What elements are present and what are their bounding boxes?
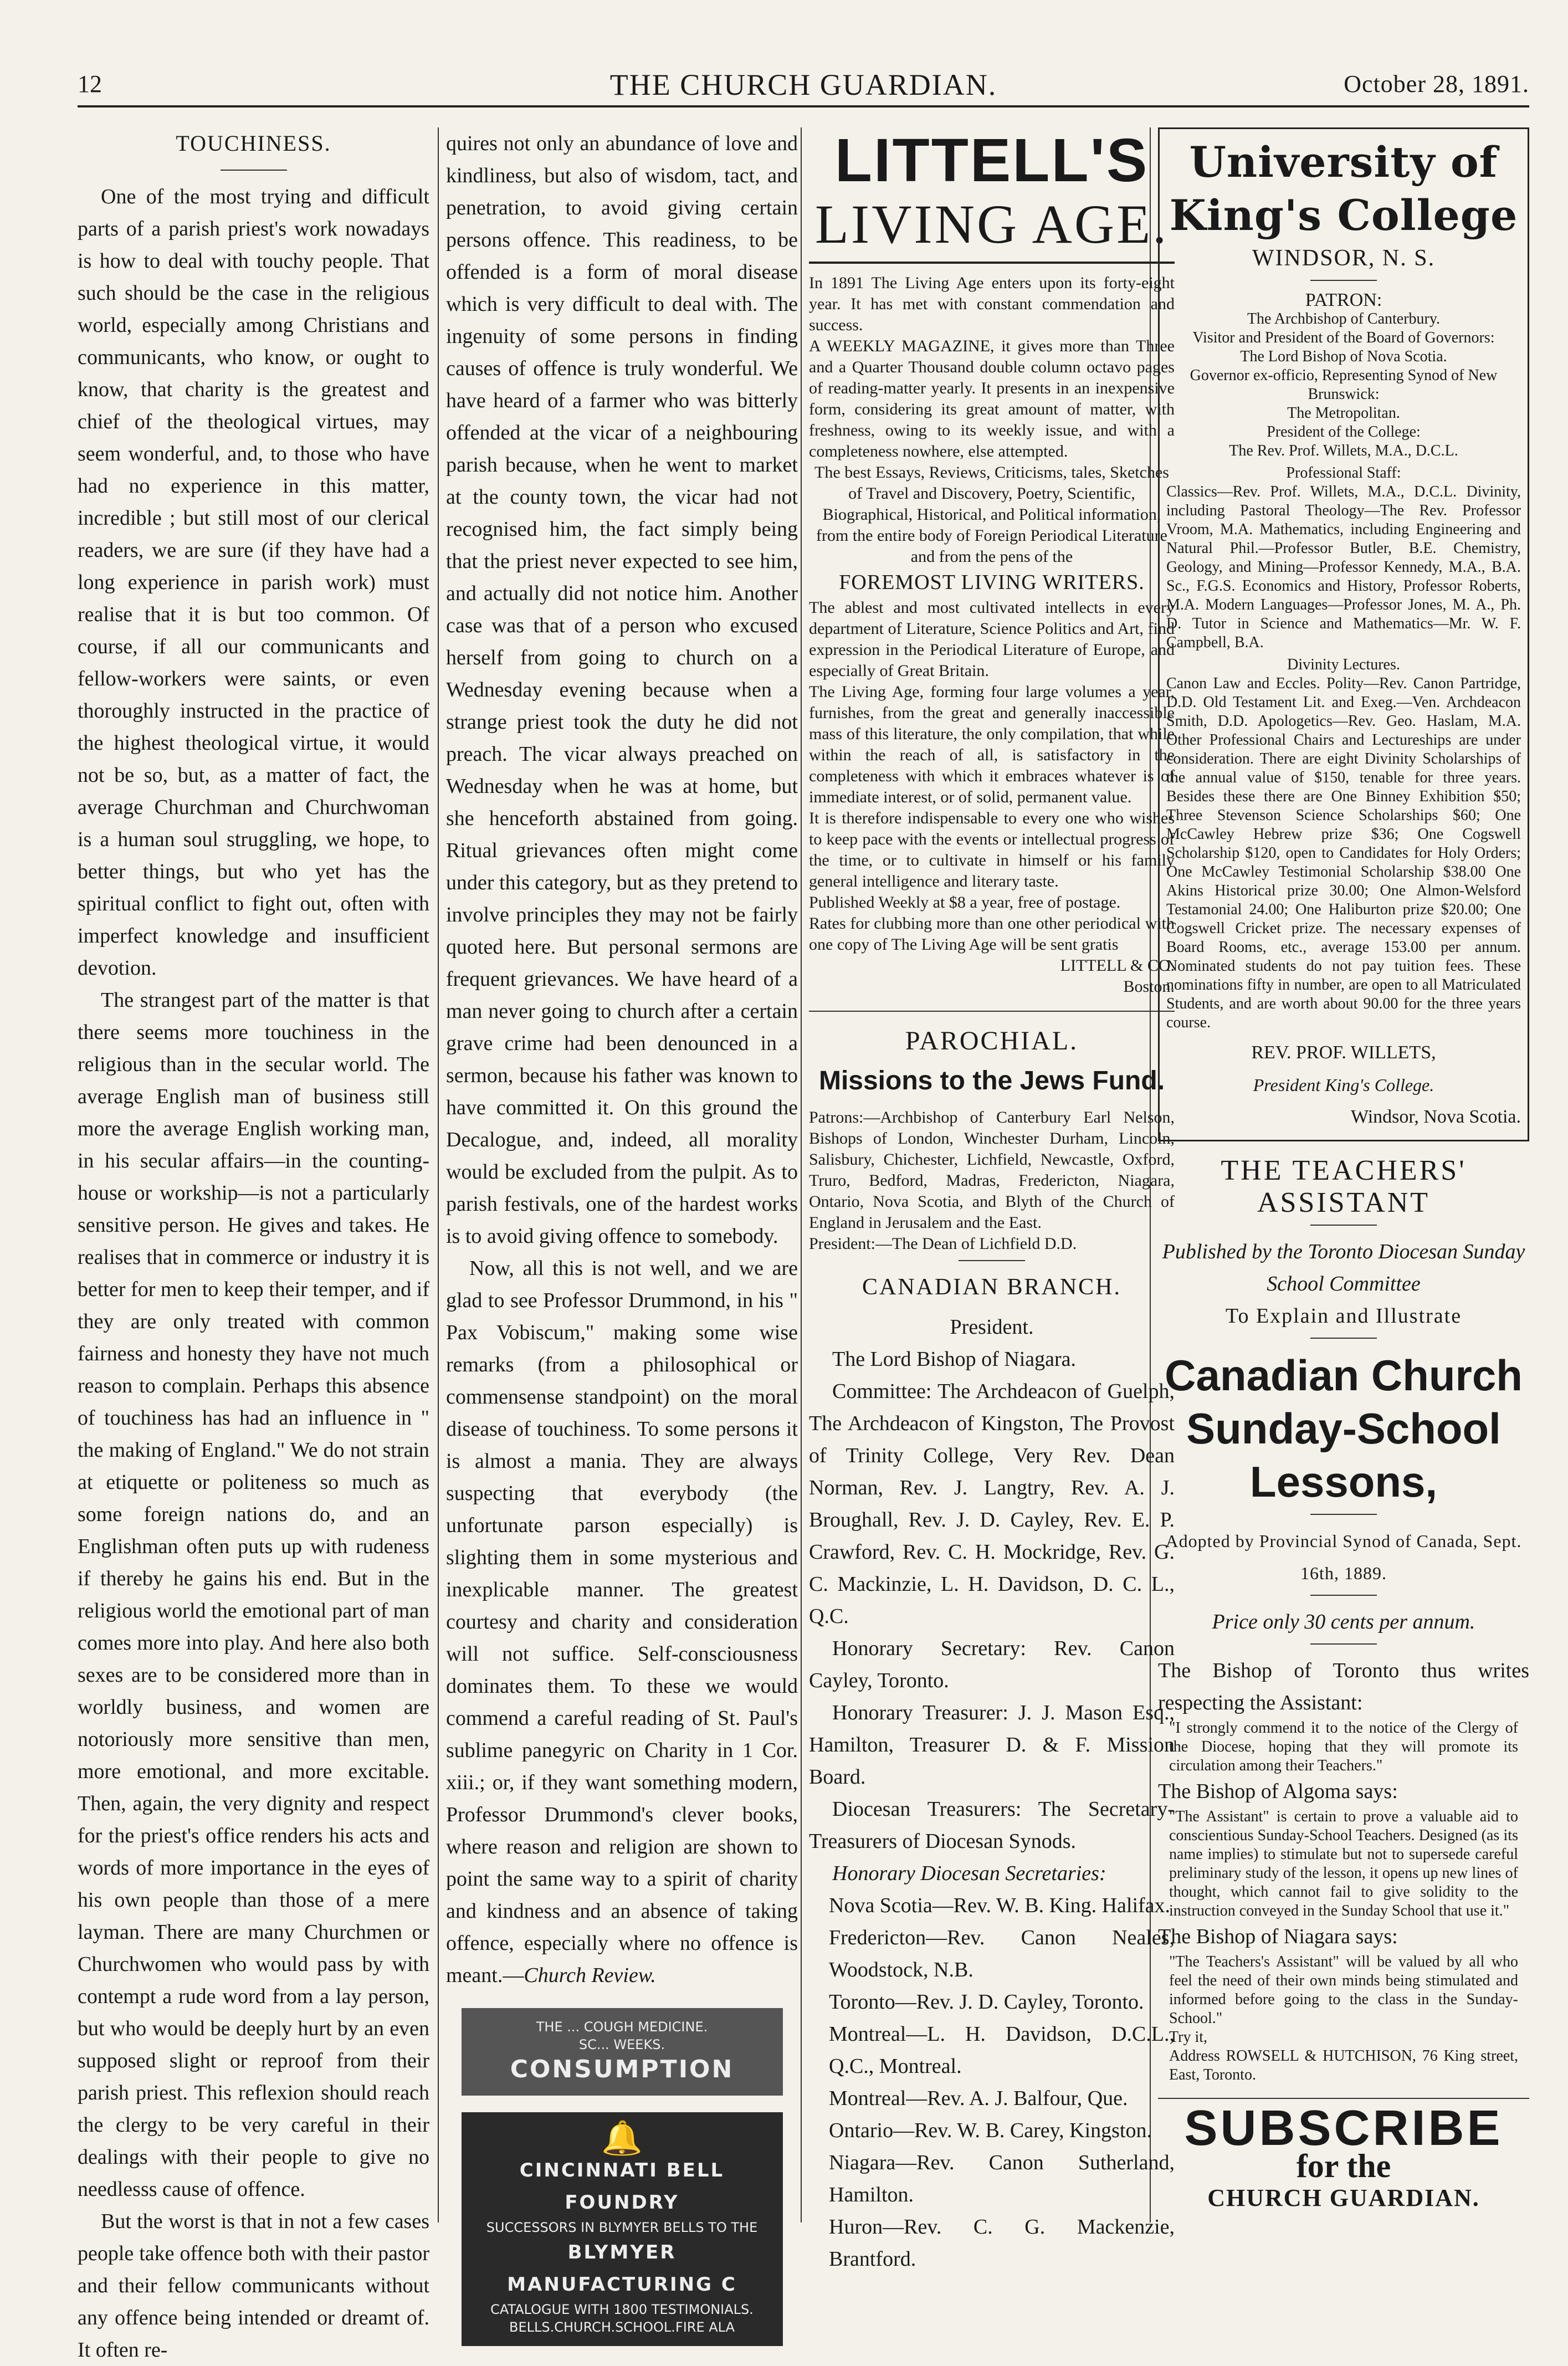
article-paragraph: quires not only an abundance of love and kindliness, but also of wisdom, tact, and penetration, to avoid giving certain persons offence. This readiness, to be offended is a form of moral disease which is very difficult to deal with. The ingenuity of some persons in finding causes of offence is truly wonderful. We have heard of a farmer who was bitterly offended at the vicar of a neighbouring parish because, when he went to market at the county town, the vicar had not recognised him, the fact simply being that the priest never expected to see him, and actually did not notice him. Another case was that of a person who excused herself from going to church on a Wednesday evening because when a strange priest took the duty he did not preach. The vicar always preached on Wednesday when he was at home, but she henceforth abstained from going. Ritual grievances often might come under this category, but as they pretend to involve principles they may not be fairly quoted here. But personal sermons are frequent grievances. We have heard of a man never going to church after a certain grave crime had been denounced in a sermon, because his father was known to have committed it. On this ground the Decalogue, and, indeed, all morality would be excluded from the pulpit. As to parish festivals, one of the hardest works is to avoid giving offence to somebody. (446, 132, 798, 1248)
newspaper-title: THE CHURCH GUARDIAN. (609, 68, 997, 101)
section-rule (1310, 1595, 1377, 1596)
advert-signature: Boston. (1123, 977, 1175, 996)
advert-signature: LITTELL & CO. (1060, 956, 1175, 975)
testimonials (1158, 1655, 1529, 2085)
advert-paragraph: The best Essays, Reviews, Criticisms, tales, Sketches of Travel and Discovery, Poetry, Scientific, Biographical, Historical, and Political information, from the entire body of Foreign Periodical Literature and from the pens of the (814, 463, 1169, 566)
lessons-title: Canadian Church Sunday-School Lessons, (1165, 1351, 1523, 1506)
section-rule (1310, 1643, 1377, 1645)
missions-heading: Missions to the Jews Fund. (818, 1066, 1165, 1095)
testimonial-quote: "The Teachers's Assistant" will be valued by all who feel the need of their own minds being stimulated and informed before going to the class in the Sunday-School." (1169, 1953, 1518, 2027)
section-rule (1310, 1225, 1377, 1226)
signature-place: Windsor, Nova Scotia. (1351, 1107, 1521, 1127)
cough-medicine-advert (462, 2008, 783, 2096)
testimonial-quote: "I strongly commend it to the notice of the Clergy of the Diocese, hoping that they will promote its circulation among their Teachers." (1169, 1719, 1518, 1774)
list-item: Niagara—Rev. Canon Sutherland, Hamilton. (829, 2151, 1175, 2206)
list-item: Ontario—Rev. W. B. Carey, Kingston. (829, 2119, 1152, 2142)
list-item: The Lord Bishop of Niagara. (832, 1348, 1077, 1371)
president-label: President. (950, 1315, 1034, 1339)
section-rule (959, 1260, 1025, 1261)
kings-college-advert (1158, 127, 1529, 1141)
list-heading: Honorary Diocesan Secretaries: (832, 1862, 1106, 1885)
kings-college-title: University of King's College (1169, 137, 1518, 240)
bell-icon: 🔔 (601, 2119, 643, 2158)
advert-paragraph: The ablest and most cultivated intellects in every department of Literature, Science Politics and Art, find expression in the Periodical Literature of Europe, and especially of Great Britain. (809, 598, 1175, 680)
adopted-line: Adopted by Provincial Synod of Canada, Sept. 16th, 1889. (1165, 1531, 1522, 1583)
list-item: Committee: The Archdeacon of Guelph, The Archdeacon of Kingston, The Provost of Trinity College, Very Rev. Dean Norman, Rev. J. Langtry, Rev. A. J. Broughall, Rev. J. D. Cayley, Rev. E. P. Crawford, Rev. C. H. Mockridge, Rev. G. C. Mackinzie, L. H. Davidson, D. C. L., Q.C. (809, 1380, 1175, 1628)
article-paragraph: The strangest part of the matter is that there seems more touchiness in the religious than in the secular world. The average English man of business still more the average English working man, in his secular affairs—in the counting-house or workship—is not a particularly sensitive person. He gives and takes. He realises that in commerce or industry it is better for men to keep their temper, and if they are only treated with common fairness and honesty they have not much reason to complain. Perhaps this absence of touchiness has had an influence in " the making of England." We do not strain at etiquette or politeness so much as some foreign nations do, and an Englishman often puts up with rudeness if thereby he gains his end. But in the religious world the emotional part of man comes more into play. And here also both sexes are to be considered more than in worldly business, and women are notoriously more sensitive than men, more emotional, and more excitable. Then, again, the very dignity and respect for the priest's office renders his acts and words of more importance in the eyes of his own people than those of a mere layman. There are many Churchmen or Churchwomen who would pass by with contempt a rude word from a lay person, but who would be deeply hurt by an even supposed slight or reproof from their parish priest. This reflexion should reach the clergy to be very careful in their dealings with their people to give no needlesss cause of offence. (78, 989, 429, 2201)
article-paragraph (446, 1252, 798, 1991)
list-item: Nova Scotia—Rev. W. B. King. Halifax. (829, 1894, 1171, 1917)
article-paragraph: But the worst is that in not a few cases people take offence both with their pastor and their fellow communicants without any offence being intended or dreamt of. It often re- (78, 2210, 429, 2362)
advert-paragraph: Published Weekly at $8 a year, free of postage. (809, 893, 1121, 911)
signature-name: REV. PROF. WILLETS, (1251, 1042, 1436, 1063)
title-rule (221, 170, 287, 171)
patrons-paragraph: Patrons:—Archbishop of Canterbury Earl Nelson, Bishops of London, Winchester Durham, Lincoln, Salisbury, Chichester, Lichfield, Newcastle, Oxford, Truro, Bedford, Madras, Fredericton, Niagara, Ontario, Nova Scotia, and Blyth of the Church of England in Jerusalem and the East. (809, 1108, 1175, 1232)
canadian-branch-heading: CANADIAN BRANCH. (862, 1274, 1122, 1300)
college-officers (1166, 291, 1521, 483)
advert-paragraph: Rates for clubbing more than one other periodical with one copy of The Living Age will be sent gratis (809, 914, 1175, 954)
column-littell-and-parochial (809, 126, 1175, 2271)
list-item: Montreal—L. H. Davidson, D.C.L., Q.C., Montreal. (829, 2022, 1175, 2078)
living-age-title: LIVING AGE. (809, 194, 1175, 264)
advert-line: CATALOGUE WITH 1800 TESTIMONIALS. (490, 2302, 754, 2317)
testimonial-intro: The Bishop of Niagara says: (1158, 1925, 1398, 1948)
testimonial-intro: The Bishop of Algoma says: (1158, 1780, 1398, 1803)
list-item (809, 1857, 1175, 1889)
advert-paragraph: A WEEKLY MAGAZINE, it gives more than Three and a Quarter Thousand double column octavo pages of reading-matter yearly. It presents in an inexpensive form, considering its great amount of matter, with freshness, owing to its weekly issue, and with a completeness nowhere, else attempted. (809, 337, 1175, 460)
officer-name: The Metropolitan. (1287, 404, 1400, 422)
paragraph-text: Now, all this is not well, and we are glad to see Professor Drummond, in his " Pax Vobiscum," making some wise remarks (from a philosophical or commensense standpoint) on the moral disease of touchiness. To some persons it is almost a mania. They are always suspecting that everybody (the unfortunate parson especially) is slighting them in some mysterious and inexplicable manner. The greatest courtesy and charity and consideration will not suffice. Self-consciousness dominates them. To these we would commend a careful reading of St. Paul's sublime panegyric on Charity in 1 Cor. xiii.; or, if they want something modern, Professor Drummond's clever books, where reason and religion are shown to point the same way to a spirit of charity and kindness and an absence of taking offence, especially where no offence is meant.— (446, 1257, 798, 1987)
advert-line: CINCINNATI BELL FOUNDRY (519, 2159, 725, 2214)
advert-line: BLYMYER MANUFACTURING C (507, 2241, 737, 2296)
littell-title: LITTELL'S (834, 126, 1149, 194)
advert-line: THE ... COUGH MEDICINE. (536, 2019, 708, 2035)
advert-line: CONSUMPTION (510, 2055, 734, 2083)
officer-heading: Professional Staff: (1286, 464, 1401, 482)
column-divider (801, 127, 802, 2222)
officer-heading: Visitor and President of the Board of Governors: (1192, 329, 1495, 346)
list-item: Honorary Secretary: Rev. Canon Cayley, Toronto. (809, 1637, 1175, 1692)
list-item: Toronto—Rev. J. D. Cayley, Toronto. (829, 1990, 1144, 2014)
for-the: for the (1296, 2148, 1391, 2184)
officer-heading: President of the College: (1267, 423, 1421, 441)
article-title: TOUCHINESS. (176, 131, 331, 156)
officer-heading: Governor ex-officio, Representing Synod of New Brunswick: (1190, 367, 1498, 403)
advert-paragraph: The Living Age, forming four large volumes a year, furnishes, from the great and generally inaccessible mass of this literature, the only compilation, that while within the reach of all, is satisfactory in the completeness with which it embraces whatever is of immediate interest, or of solid, permanent value. (809, 683, 1175, 806)
testimonial-intro: The Bishop of Toronto thus writes respecting the Assistant: (1158, 1659, 1529, 1714)
advert-line: BELLS.CHURCH.SCHOOL.FIRE ALA (509, 2319, 735, 2335)
church-guardian-name: CHURCH GUARDIAN. (1207, 2184, 1480, 2211)
bell-foundry-advert (462, 2112, 783, 2346)
column-touchiness (78, 127, 429, 2362)
teachers-assistant-heading: THE TEACHERS' ASSISTANT (1221, 1155, 1467, 1218)
foremost-writers-heading: FOREMOST LIVING WRITERS. (839, 571, 1145, 594)
advert-paragraph: It is therefore indispensable to every one who wishes to keep pace with the events or intellectual progress of the time, or to cultivate in himself or his family general intelligence and literary taste. (809, 809, 1175, 890)
advert-line: SC... WEEKS. (578, 2037, 665, 2052)
testimonial-quote: "The Assistant" is certain to prove a valuable aid to conscientious Sunday-School Teachers. Designed (as its name implies) to stimulate but not to supersede careful preliminary study of the lesson, it opens up new lines of thought, which cannot fail to give solidity to the instruction conveyed in the Sunday School that use it." (1169, 1808, 1518, 1919)
divinity-lectures: Canon Law and Eccles. Polity—Rev. Canon Partridge, D.D. Old Testament Lit. and Exeg.—Ven. Archdeacon Smith, D.D. Apologetics—Rev. Geo. Haslam, M.A. Other Professional Chairs and Lectureships are under consideration. There are eight Divinity Scholarships of the annual value of $150, tenable for three years. Besides these there are One Binney Exhibition $50; Three Stevenson Science Scholarships $60; One McCawley Hebrew prize $36; One Cogswell Scholarship $120, open to Candidates for Holy Orders; One McCawley Testimonial Scholarship $38.00 One Akins Historical prize 30.00; One Almon-Welsford Testamonial 24.00; One Haliburton prize $20.00; One Cogswell Cricket prize. The necessary expenses of Board Rooms, etc., average 153.00 per annum. Nominated students do not pay tuition fees. These nominations fifty in number, are open to all Matriculated Students, and are worth about 90.00 for the three years course. (1166, 675, 1521, 1031)
canadian-branch-list (809, 1343, 1175, 1889)
missions-patrons (809, 1107, 1175, 1254)
column-kings-college (1158, 127, 1529, 2222)
parochial-heading: PAROCHIAL. (905, 1026, 1079, 1056)
president-paragraph: President:—The Dean of Lichfield D.D. (809, 1235, 1077, 1253)
subscribe-word: SUBSCRIBE (1184, 2101, 1503, 2156)
publisher-address: Address ROWSELL & HUTCHISON, 76 King street, East, Toronto. (1169, 2047, 1518, 2083)
officer-name: The Rev. Prof. Willets, M.A., D.C.L. (1229, 442, 1458, 459)
section-rule (1310, 1514, 1377, 1515)
officer-name: The Archbishop of Canterbury. (1247, 310, 1441, 327)
littell-advert (809, 273, 1175, 997)
college-location: WINDSOR, N. S. (1252, 245, 1436, 271)
professional-staff: Classics—Rev. Prof. Willets, M.A., D.C.L. Divinity, including Pastoral Theology—The Rev. Professor Vroom, M.A. Mathematics, including Engineering and Natural Phil.—Professor Butler, B.E. Chemistry, Geology, and Mining—Professor Kennedy, M.A., B.A. Sc., F.G.S. Economics and History, Professor Roberts, M.A. Modern Languages—Professor Jones, M. A., Ph. D. Tutor in Science and Mathematics—Mr. W. F. Campbell, B.A. (1166, 483, 1521, 651)
issue-date: October 28, 1891. (1344, 70, 1529, 98)
publisher-line: Published by the Toronto Diocesan Sunday School Committee (1162, 1240, 1525, 1295)
article-paragraph: One of the most trying and difficult parts of a parish priest's work nowadays is how to deal with touchy people. That such should be the case in the religious world, especially among Christians and communicants, who know, or ought to know, that charity is the greatest and chief of the theological virtues, may seem wonderful, and, to those who have had no experience in this matter, incredible ; but still most of our clerical readers, we are sure (if they have had a long experience in parish work) must realise that it is but too common. Of course, if all our communicants and fellow-workers were saints, or even thoroughly instructed in the practice of the highest theological virtue, it would not be so, but, as a matter of fact, the average Churchman and Churchwoman is a human soul struggling, we hope, to better things, but who yet has the spiritual conflict to fight out, often with imperfect knowledge and insufficient devotion. (78, 185, 429, 980)
officer-heading: PATRON: (1305, 290, 1382, 310)
section-rule (1310, 280, 1377, 281)
divinity-heading: Divinity Lectures. (1287, 656, 1400, 673)
price-line: Price only 30 cents per annum. (1212, 1610, 1475, 1633)
try-it: Try it, (1169, 2029, 1208, 2046)
list-item: Montreal—Rev. A. J. Balfour, Que. (829, 2087, 1128, 2110)
list-item: Fredericton—Rev. Canon Neales, Woodstock, N.B. (829, 1926, 1175, 1981)
subscribe-banner (1158, 2101, 1529, 2184)
signature-title: President King's College. (1253, 1075, 1434, 1095)
officer-name: The Lord Bishop of Nova Scotia. (1240, 348, 1447, 365)
list-item: Honorary Treasurer: J. J. Mason Esq., Hamilton, Treasurer D. & F. Mission Board. (809, 1701, 1175, 1789)
list-item: Huron—Rev. C. G. Mackenzie, Brantford. (829, 2215, 1175, 2271)
subtitle-line: To Explain and Illustrate (1225, 1304, 1462, 1328)
advert-line: SUCCESSORS IN BLYMYER BELLS TO THE (486, 2220, 758, 2235)
section-rule (1158, 2098, 1529, 2099)
advert-paragraph: In 1891 The Living Age enters upon its forty-eight year. It has met with constant commendation and success. (809, 274, 1175, 334)
page-number: 12 (78, 70, 102, 98)
page-header (78, 39, 1529, 107)
column-divider (438, 127, 439, 2222)
section-rule (809, 1011, 1175, 1012)
section-rule (1310, 1338, 1377, 1339)
list-item: Diocesan Treasurers: The Secretary-Treasurers of Diocesan Synods. (809, 1797, 1175, 1853)
article-source: Church Review. (524, 1964, 656, 1987)
column-touchiness-continued (446, 127, 798, 2335)
diocesan-secretaries (809, 1889, 1175, 2275)
